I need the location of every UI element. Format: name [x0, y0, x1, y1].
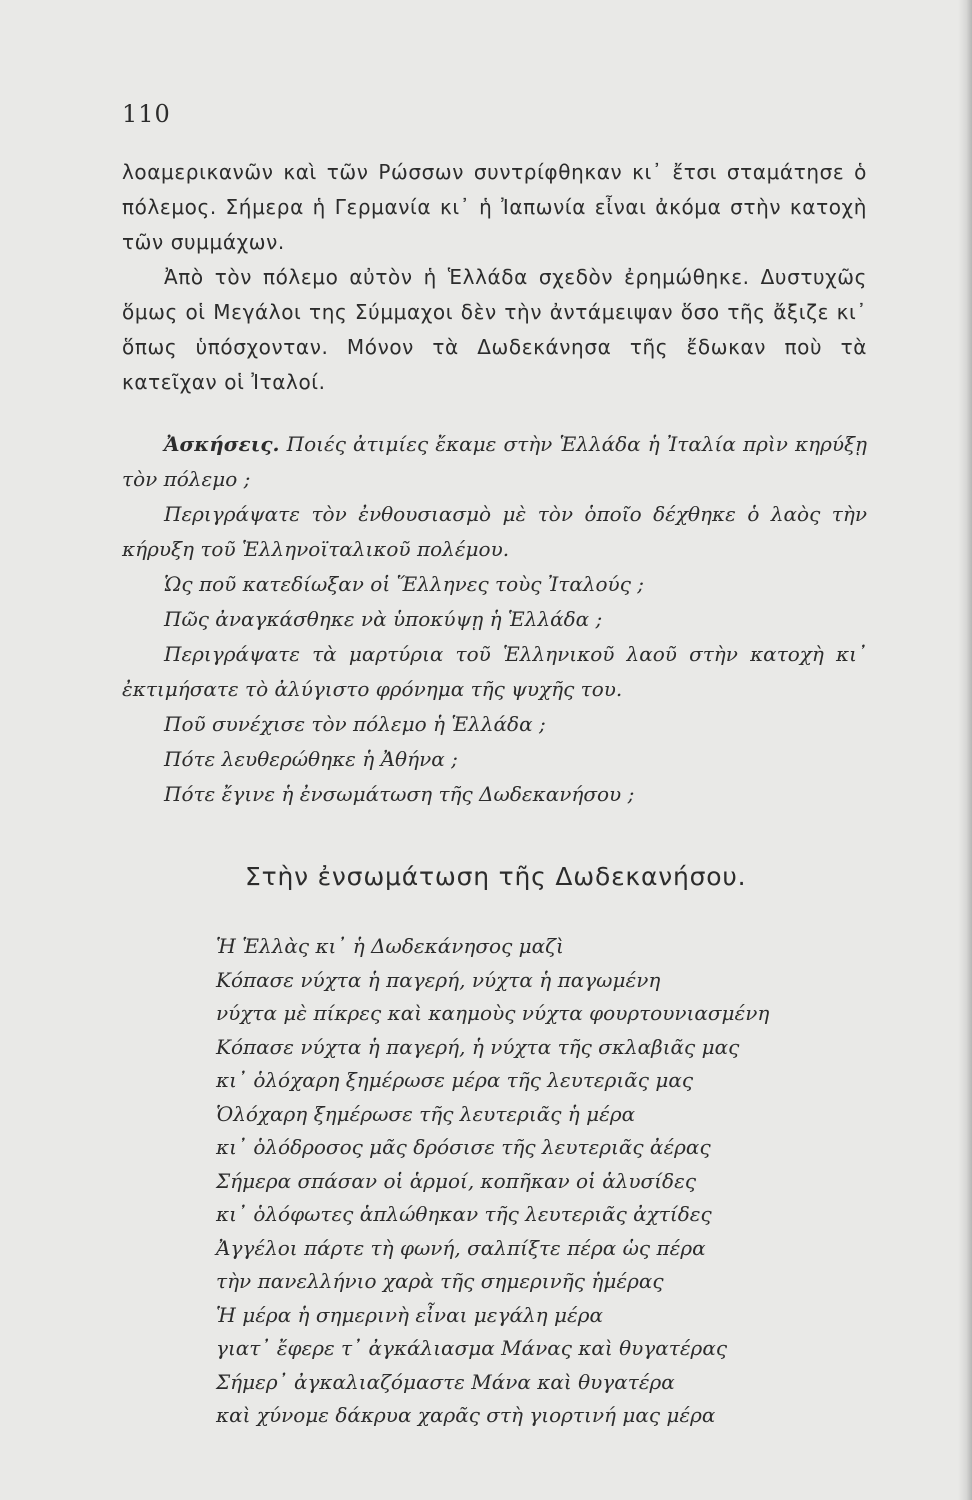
exercise-question-text: Ποιές ἀτιμίες ἔκαμε στὴν Ἑλλάδα ἡ Ἰταλία πρὶν κηρύξῃ τὸν πόλεμο ; [122, 432, 867, 491]
poem-line: γιατ᾿ ἔφερε τ᾿ ἀγκάλιασμα Μάνας καὶ θυγατέρας [216, 1336, 728, 1360]
poem-line: κι᾿ ὁλόφωτες ἁπλώθηκαν τῆς λευτεριᾶς ἀχτίδες [216, 1202, 712, 1226]
exercise-question: Ποῦ συνέχισε τὸν πόλεμο ἡ Ἑλλάδα ; [164, 712, 546, 736]
poem-line: κι᾿ ὁλόχαρη ξημέρωσε μέρα τῆς λευτεριᾶς μας [216, 1068, 694, 1092]
prose-paragraph: λοαμερικανῶν καὶ τῶν Ρώσσων συντρίφθηκαν κι᾿ ἔτσι σταμάτησε ὁ πόλεμος. Σήμερα ἡ Γερμανία κι᾿ ἡ Ἰαπωνία εἶναι ἀκόμα στὴν κατοχὴ τῶν συμμάχων. [122, 160, 867, 254]
exercise-question: Περιγράψατε τὰ μαρτύρια τοῦ Ἑλληνικοῦ λαοῦ στὴν κατοχὴ κι᾿ ἐκτιμήσατε τὸ ἀλύγιστο φρόνημα τῆς ψυχῆς του. [122, 642, 867, 701]
poem-line: τὴν πανελλήνιο χαρὰ τῆς σημερινῆς ἡμέρας [216, 1269, 664, 1293]
poem-line: Κόπασε νύχτα ἡ παγερή, νύχτα ἡ παγωμένη [216, 967, 661, 992]
page-number: 110 [122, 100, 171, 128]
exercise-question [122, 427, 867, 497]
poem-body [216, 930, 856, 1433]
poem-line: κι᾿ ὁλόδροσος μᾶς δρόσισε τῆς λευτεριᾶς ἀέρας [216, 1135, 711, 1159]
exercise-question: Πότε λευθερώθηκε ἡ Ἀθήνα ; [164, 747, 458, 771]
exercises-section [122, 427, 867, 812]
prose-paragraph: Ἀπὸ τὸν πόλεμο αὐτὸν ἡ Ἑλλάδα σχεδὸν ἐρημώθηκε. Δυστυχῶς ὅμως οἱ Μεγάλοι της Σύμμαχοι δὲν τὴν ἀντάμειψαν ὅσο τῆς ἄξιζε κι᾿ ὅπως ὑπόσχονταν. Μόνον τὰ Δωδεκάνησα τῆς ἔδωκαν ποὺ τὰ κατεῖχαν οἱ Ἰταλοί. [122, 265, 867, 394]
exercises-heading: Ἀσκήσεις. [164, 432, 280, 456]
exercise-question: Πότε ἔγινε ἡ ἐνσωμάτωση τῆς Δωδεκανήσου ; [164, 782, 635, 806]
exercise-question: Ὡς ποῦ κατεδίωξαν οἱ Ἕλληνες τοὺς Ἰταλούς ; [164, 572, 645, 596]
exercise-question: Περιγράψατε τὸν ἐνθουσιασμὸ μὲ τὸν ὁποῖο δέχθηκε ὁ λαὸς τὴν κήρυξη τοῦ Ἑλληνοϊταλικοῦ πολέμου. [122, 502, 867, 561]
exercise-question: Πῶς ἀναγκάσθηκε νὰ ὑποκύψῃ ἡ Ἑλλάδα ; [164, 607, 603, 631]
poem-line: Ἀγγέλοι πάρτε τὴ φωνή, σαλπίξτε πέρα ὡς πέρα [216, 1235, 706, 1260]
poem-line: Σήμερ᾿ ἀγκαλιαζόμαστε Μάνα καὶ θυγατέρα [216, 1369, 675, 1394]
page-edge-shadow [958, 0, 972, 1500]
poem-line: Ἡ Ἑλλὰς κι᾿ ἡ Δωδεκάνησος μαζὶ [216, 934, 564, 958]
poem-line: καὶ χύνομε δάκρυα χαρᾶς στὴ γιορτινή μας μέρα [216, 1403, 716, 1427]
poem-title: Στὴν ἐνσωμάτωση τῆς Δωδεκανήσου. [245, 862, 747, 891]
poem-line: Κόπασε νύχτα ἡ παγερή, ἡ νύχτα τῆς σκλαβιᾶς μας [216, 1034, 740, 1059]
prose-section [122, 155, 867, 400]
poem-line: Σήμερα σπάσαν οἱ ἁρμοί, κοπῆκαν οἱ ἁλυσίδες [216, 1168, 697, 1193]
poem-line: Ὁλόχαρη ξημέρωσε τῆς λευτεριᾶς ἡ μέρα [216, 1101, 636, 1126]
poem-line: Ἡ μέρα ἡ σημερινὴ εἶναι μεγάλη μέρα [216, 1302, 603, 1327]
poem-line: νύχτα μὲ πίκρες καὶ καημοὺς νύχτα φουρτουνιασμένη [216, 1001, 770, 1025]
